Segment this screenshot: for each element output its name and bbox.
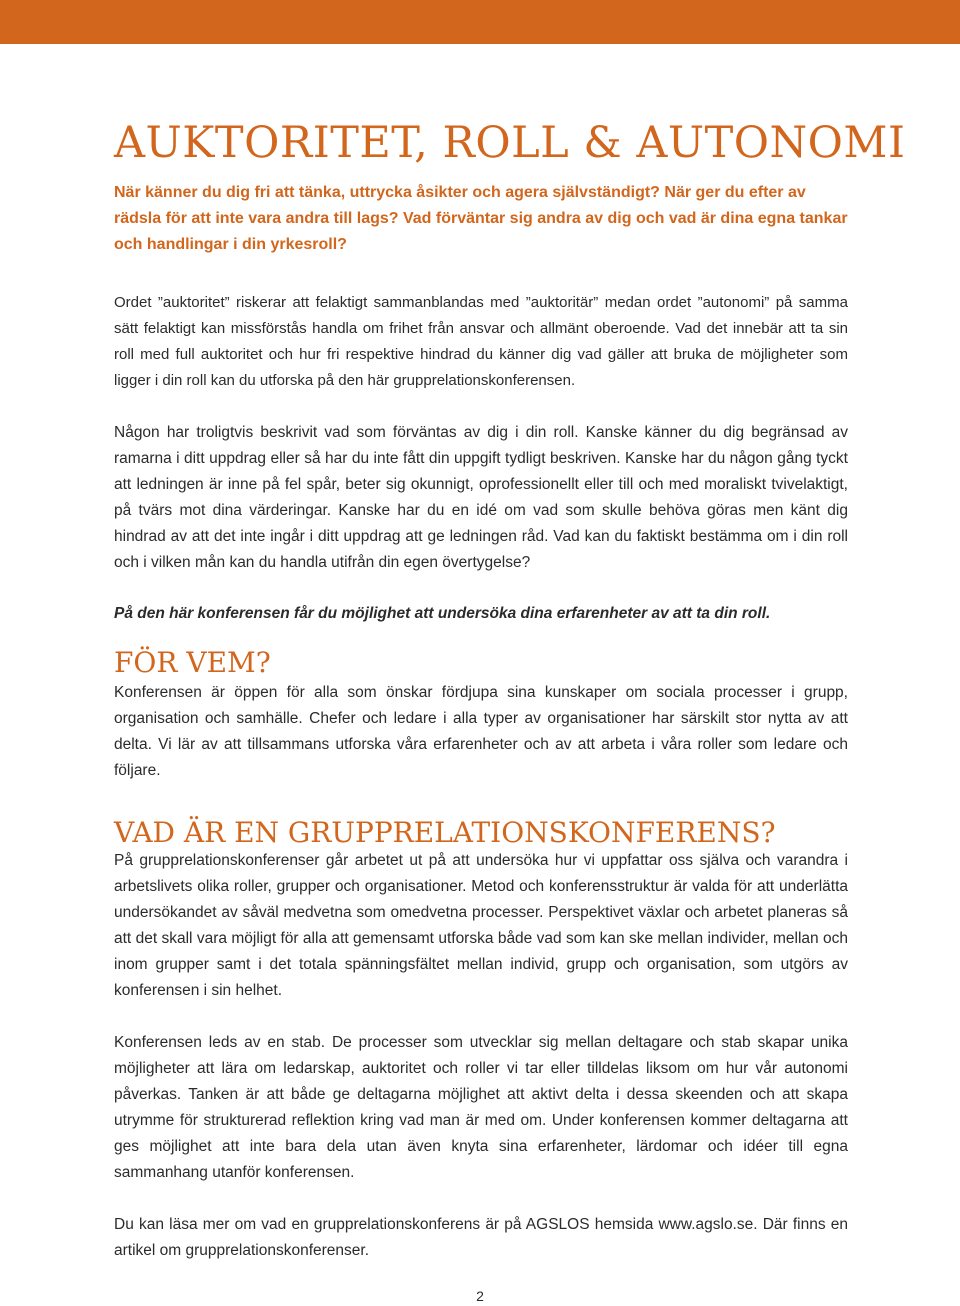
paragraph-authority-definition: Ordet ”auktoritet” riskerar att felaktigt sammanblandas med ”auktoritär” medan ordet ”autonomi” på samma sätt felaktigt kan missförstås handla om frihet från ansvar och allmänt oberoende. Vad det innebär att ta sin roll med full auktoritet och hur fri respektive hindrad du känner dig vad gäller att bruka de möjligheter som ligger i din roll kan du utforska på den här grupprelationskonferensen. — [114, 294, 848, 389]
top-accent-bar — [0, 0, 960, 44]
section-heading-for-vem: FÖR VEM? — [114, 646, 271, 679]
paragraph-for-vem: Konferensen är öppen för alla som önskar fördjupa sina kunskaper om sociala processer i grupp, organisation och samhälle. Chefer och ledare i alla typer av organisationer har särskilt stor nytta av att delta. Vi lär av att tillsammans utforska våra erfarenheter och av att arbeta i våra roller som ledare och följare. — [114, 684, 848, 779]
paragraph-vad-ar-1: På grupprelationskonferenser går arbetet ut på att undersöka hur vi uppfattar oss själva och varandra i arbetslivets olika roller, grupper och organisationer. Metod och konferensstruktur är valda för att underlätta undersökandet av såväl medvetna som omedvetna processer. Perspektivet växlar och arbetet planeras så att det skall vara möjligt för alla att gemensamt utforska både vad som kan ske mellan individer, mellan och inom grupper samt i det totala spänningsfältet mellan individ, grupp och organisation, som utgörs av konferensen i sin helhet. — [114, 852, 848, 999]
paragraph-vad-ar-2: Konferensen leds av en stab. De processer som utvecklar sig mellan deltagare och stab skapar unika möjligheter att lära om ledarskap, auktoritet och roller vi tar eller tilldelas liksom om hur vår autonomi påverkas. Tanken är att både ge deltagarna möjlighet att aktivt delta i dessa skeenden och att skapa utrymme för strukturerad reflektion kring vad man är med om. Under konferensen kommer deltagarna att ges möjlighet att inte bara dela utan även knyta sina erfarenheter, lärdomar och idéer till egna sammanhang utanför konferensen. — [114, 1034, 848, 1181]
page-title: AUKTORITET, ROLL & AUTONOMI — [114, 118, 906, 168]
intro-questions: När känner du dig fri att tänka, uttrycka åsikter och agera självständigt? När ger du efter av rädsla för att inte vara andra till lags? Vad förväntar sig andra av dig och vad är dina egna tankar och handlingar i din yrkesroll? — [114, 184, 848, 253]
paragraph-role-expectations: Någon har troligtvis beskrivit vad som förväntas av dig i din roll. Kanske känner du dig begränsad av ramarna i ditt uppdrag eller så har du inte fått din uppgift tydligt beskriven. Kanske har du någon gång tyckt att ledningen är inne på fel spår, beter sig okunnigt, oprofessionellt eller till och med moraliskt tvivelaktigt, på tvärs mot dina värderingar. Kanske har du en idé om vad som skulle behöva göras men känt dig hindrad av att det inte ingår i ditt uppdrag att ge ledningen råd. Vad kan du faktiskt bestämma om i din roll och i vilken mån kan du handla utifrån din egen övertygelse? — [114, 424, 848, 571]
emphasis-statement: På den här konferensen får du möjlighet att undersöka dina erfarenheter av att ta din roll. — [114, 605, 771, 622]
page-number: 2 — [476, 1288, 484, 1304]
paragraph-vad-ar-3: Du kan läsa mer om vad en grupprelationskonferens är på AGSLOS hemsida www.agslo.se. Där finns en artikel om grupprelationskonferenser. — [114, 1216, 848, 1259]
section-heading-vad-ar: VAD ÄR EN GRUPPRELATIONSKONFERENS? — [114, 816, 776, 849]
page-content — [114, 112, 906, 1264]
